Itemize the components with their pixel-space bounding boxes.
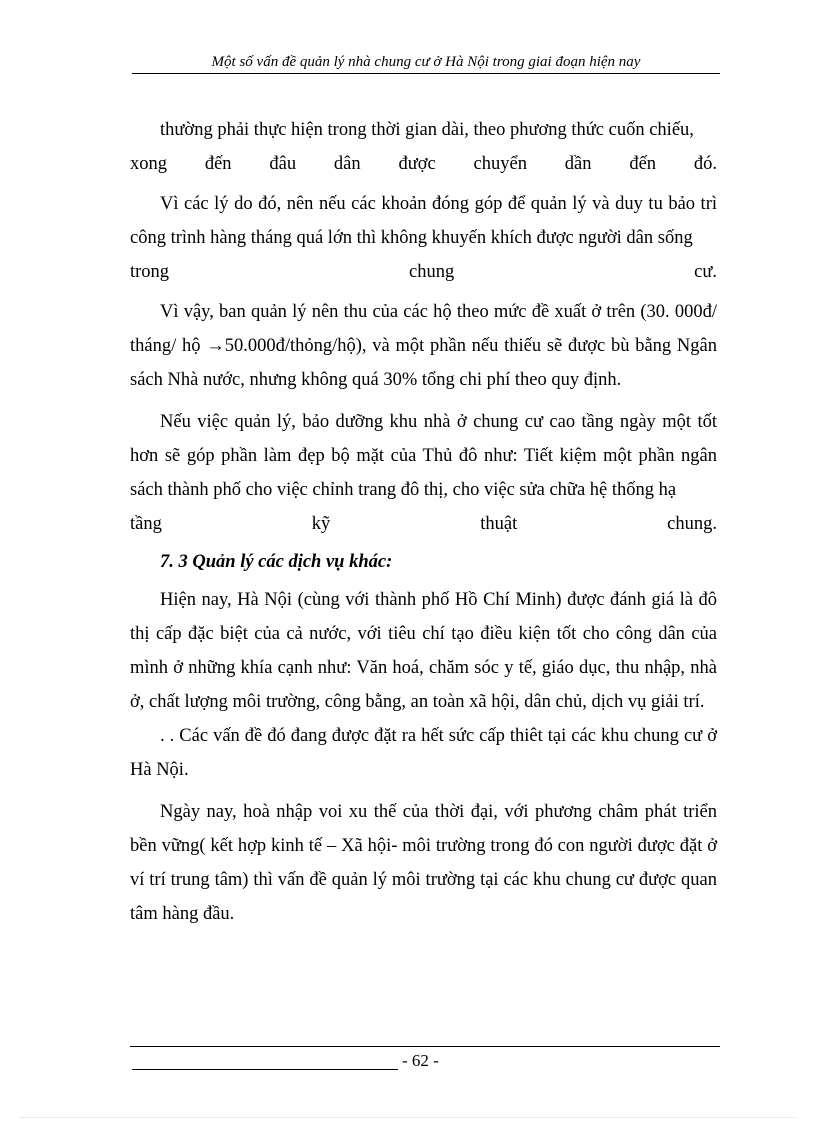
- page-footer: [130, 1050, 720, 1074]
- paragraph-2-last-line: trong chung cư.: [130, 262, 717, 282]
- document-body: [130, 113, 717, 931]
- paragraph-4: Nếu việc quản lý, bảo dưỡng khu nhà ở chung cư cao tầng ngày một tốt hơn sẽ góp phần làm đẹp bộ mặt của Thủ đô như: Tiết kiệm một phần ngân sách thành phố cho việc chỉnh trang đô thị, cho việc sửa chữa hệ thống hạ: [130, 412, 717, 500]
- paragraph-3: Vì vậy, ban quản lý nên thu của các hộ theo mức đề xuất ở trên (30. 000đ/ tháng/ hộ →50.000đ/thỏng/hộ), và một phần nếu thiếu sẽ được bù bằng Ngân sách Nhà nước, nhưng không quá 30% tổng chi phí theo quy định.: [130, 302, 717, 390]
- running-header: Một số vấn đề quản lý nhà chung cư ở Hà Nội trong giai đoạn hiện nay: [132, 52, 720, 74]
- paragraph-2: Vì các lý do đó, nên nếu các khoản đóng góp để quản lý và duy tu bảo trì công trình hàng tháng quá lớn thì không khuyến khích được người dân sống: [130, 194, 717, 248]
- footer-short-rule: [132, 1069, 398, 1070]
- paragraph-1-line-1: thường phải thực hiện trong thời gian dài, theo phương thức cuốn chiếu,: [160, 120, 694, 140]
- paragraph-1-line-2: xong đến đâu dân được chuyển dần đến đó.: [130, 154, 717, 174]
- section-heading: 7. 3 Quản lý các dịch vụ khác:: [160, 552, 393, 572]
- paragraph-4-last-line: tầng kỹ thuật chung.: [130, 514, 717, 534]
- page-number: - 62 -: [402, 1051, 439, 1070]
- paragraph-6: . . Các vấn đề đó đang được đặt ra hết sức cấp thiêt tại các khu chung cư ở Hà Nội.: [130, 726, 717, 780]
- page-bottom-edge: [20, 1117, 796, 1118]
- paragraph-7: Ngày nay, hoà nhập voi xu thế của thời đại, với phương châm phát triển bền vững( kết hợp kinh tế – Xã hội- môi trường trong đó con người được đặt ở ví trí trung tâm) thì vấn đề quản lý môi trường tại các khu chung cư được quan tâm hàng đầu.: [130, 802, 717, 924]
- footer-divider: [130, 1046, 720, 1047]
- paragraph-5: Hiện nay, Hà Nội (cùng với thành phố Hồ Chí Minh) được đánh giá là đô thị cấp đặc biệt của cả nước, với tiêu chí tạo điều kiện tốt cho công dân của mình ở những khía cạnh như: Văn hoá, chăm sóc y tế, giáo dục, thu nhập, nhà ở, chất lượng môi trường, công bằng, an toàn xã hội, dân chủ, dịch vụ giải trí.: [130, 590, 717, 712]
